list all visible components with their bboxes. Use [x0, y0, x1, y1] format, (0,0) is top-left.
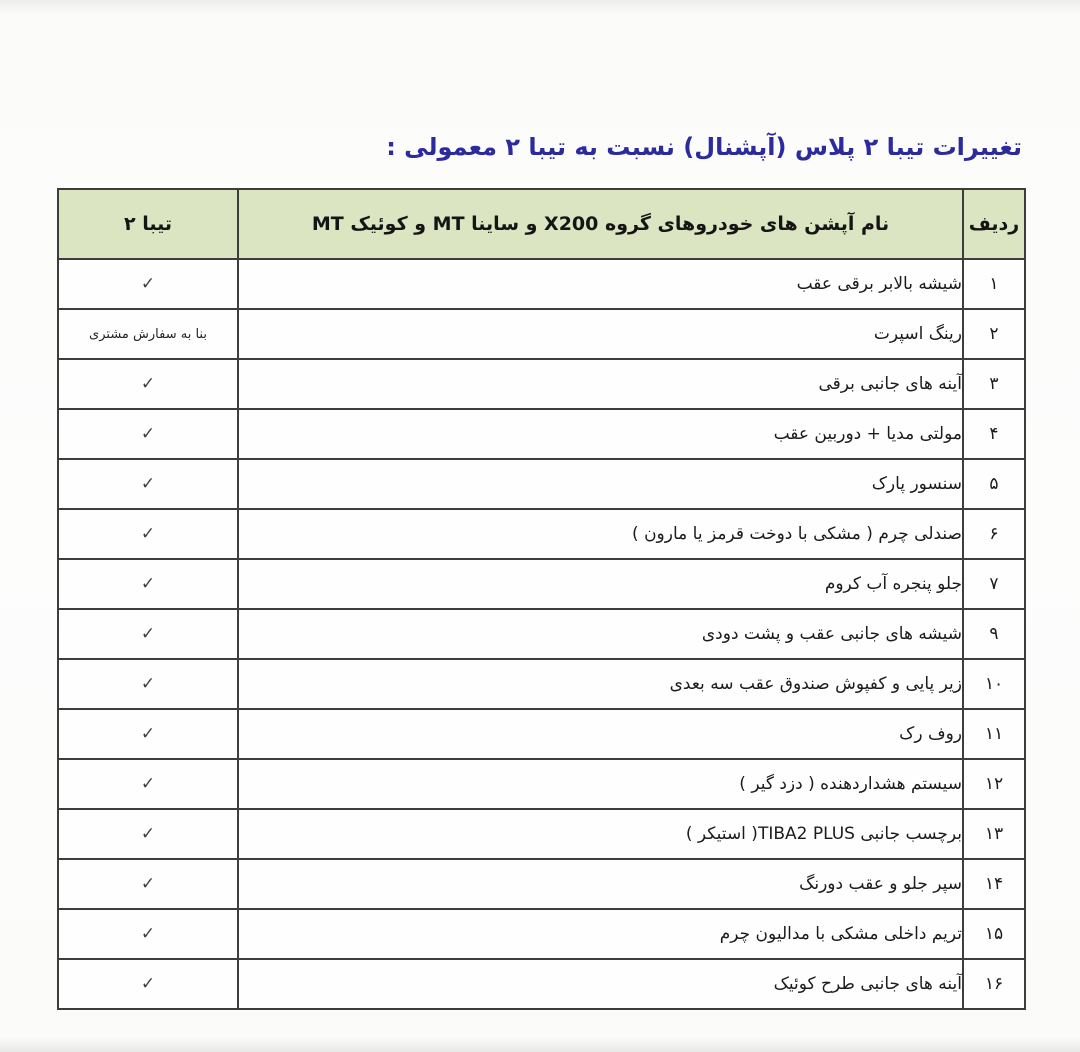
- tiba2-checkmark-cell: ✓: [58, 909, 238, 959]
- option-name-cell: زیر پایی و کفپوش صندوق عقب سه بعدی: [238, 659, 963, 709]
- page-title: تغییرات تیبا ۲ پلاس (آپشنال) نسبت به تیبا ۲ معمولی :: [386, 133, 1022, 162]
- tiba2-checkmark-cell: ✓: [58, 259, 238, 309]
- row-number-cell: ۶: [963, 509, 1025, 559]
- table-row: [58, 309, 1025, 359]
- table-row: [58, 909, 1025, 959]
- row-number-cell: ۹: [963, 609, 1025, 659]
- option-name-cell: آینه های جانبی برقی: [238, 359, 963, 409]
- row-number-cell: ۱۱: [963, 709, 1025, 759]
- tiba2-checkmark-cell: ✓: [58, 459, 238, 509]
- option-name-cell: رینگ اسپرت: [238, 309, 963, 359]
- row-number-cell: ۱۶: [963, 959, 1025, 1009]
- table-row: [58, 359, 1025, 409]
- tiba2-checkmark-cell: ✓: [58, 509, 238, 559]
- option-name-cell: روف رک: [238, 709, 963, 759]
- table-row: [58, 759, 1025, 809]
- option-name-cell: سپر جلو و عقب دورنگ: [238, 859, 963, 909]
- row-number-cell: ۱۲: [963, 759, 1025, 809]
- table-row: [58, 959, 1025, 1009]
- table-row: [58, 259, 1025, 309]
- tiba2-checkmark-cell: ✓: [58, 859, 238, 909]
- option-name-cell: شیشه بالابر برقی عقب: [238, 259, 963, 309]
- row-number-cell: ۴: [963, 409, 1025, 459]
- header-row-number: ردیف: [963, 189, 1025, 259]
- option-name-cell: برچسب جانبی TIBA2 PLUS( استیکر ): [238, 809, 963, 859]
- table-row: [58, 709, 1025, 759]
- table-row: [58, 659, 1025, 709]
- row-number-cell: ۱۳: [963, 809, 1025, 859]
- row-number-cell: ۱۵: [963, 909, 1025, 959]
- tiba2-checkmark-cell: ✓: [58, 959, 238, 1009]
- tiba2-checkmark-cell: ✓: [58, 609, 238, 659]
- row-number-cell: ۱۰: [963, 659, 1025, 709]
- tiba2-note-cell: بنا به سفارش مشتری: [58, 309, 238, 359]
- tiba2-checkmark-cell: ✓: [58, 759, 238, 809]
- table-row: [58, 459, 1025, 509]
- tiba2-checkmark-cell: ✓: [58, 809, 238, 859]
- header-row: [58, 189, 1025, 259]
- header-tiba2: تیبا ۲: [58, 189, 238, 259]
- option-name-cell: سیستم هشداردهنده ( دزد گیر ): [238, 759, 963, 809]
- option-name-cell: مولتی مدیا + دوربین عقب: [238, 409, 963, 459]
- option-name-cell: صندلی چرم ( مشکی با دوخت قرمز یا مارون ): [238, 509, 963, 559]
- tiba2-checkmark-cell: ✓: [58, 709, 238, 759]
- table-row: [58, 559, 1025, 609]
- option-name-cell: جلو پنجره آب کروم: [238, 559, 963, 609]
- tiba2-checkmark-cell: ✓: [58, 409, 238, 459]
- option-name-cell: سنسور پارک: [238, 459, 963, 509]
- header-option-name: نام آپشن های خودروهای گروه X200 و ساینا MT و کوئیک MT: [238, 189, 963, 259]
- table-row: [58, 409, 1025, 459]
- row-number-cell: ۱۴: [963, 859, 1025, 909]
- row-number-cell: ۷: [963, 559, 1025, 609]
- row-number-cell: ۱: [963, 259, 1025, 309]
- option-name-cell: تریم داخلی مشکی با مدالیون چرم: [238, 909, 963, 959]
- row-number-cell: ۲: [963, 309, 1025, 359]
- row-number-cell: ۳: [963, 359, 1025, 409]
- tiba2-checkmark-cell: ✓: [58, 559, 238, 609]
- option-name-cell: آینه های جانبی طرح کوئیک: [238, 959, 963, 1009]
- tiba2-checkmark-cell: ✓: [58, 659, 238, 709]
- table-row: [58, 509, 1025, 559]
- table-row: [58, 609, 1025, 659]
- tiba2-checkmark-cell: ✓: [58, 359, 238, 409]
- option-name-cell: شیشه های جانبی عقب و پشت دودی: [238, 609, 963, 659]
- options-table: [57, 188, 1026, 1010]
- table-row: [58, 859, 1025, 909]
- table-body: [58, 259, 1025, 1009]
- table-row: [58, 809, 1025, 859]
- row-number-cell: ۵: [963, 459, 1025, 509]
